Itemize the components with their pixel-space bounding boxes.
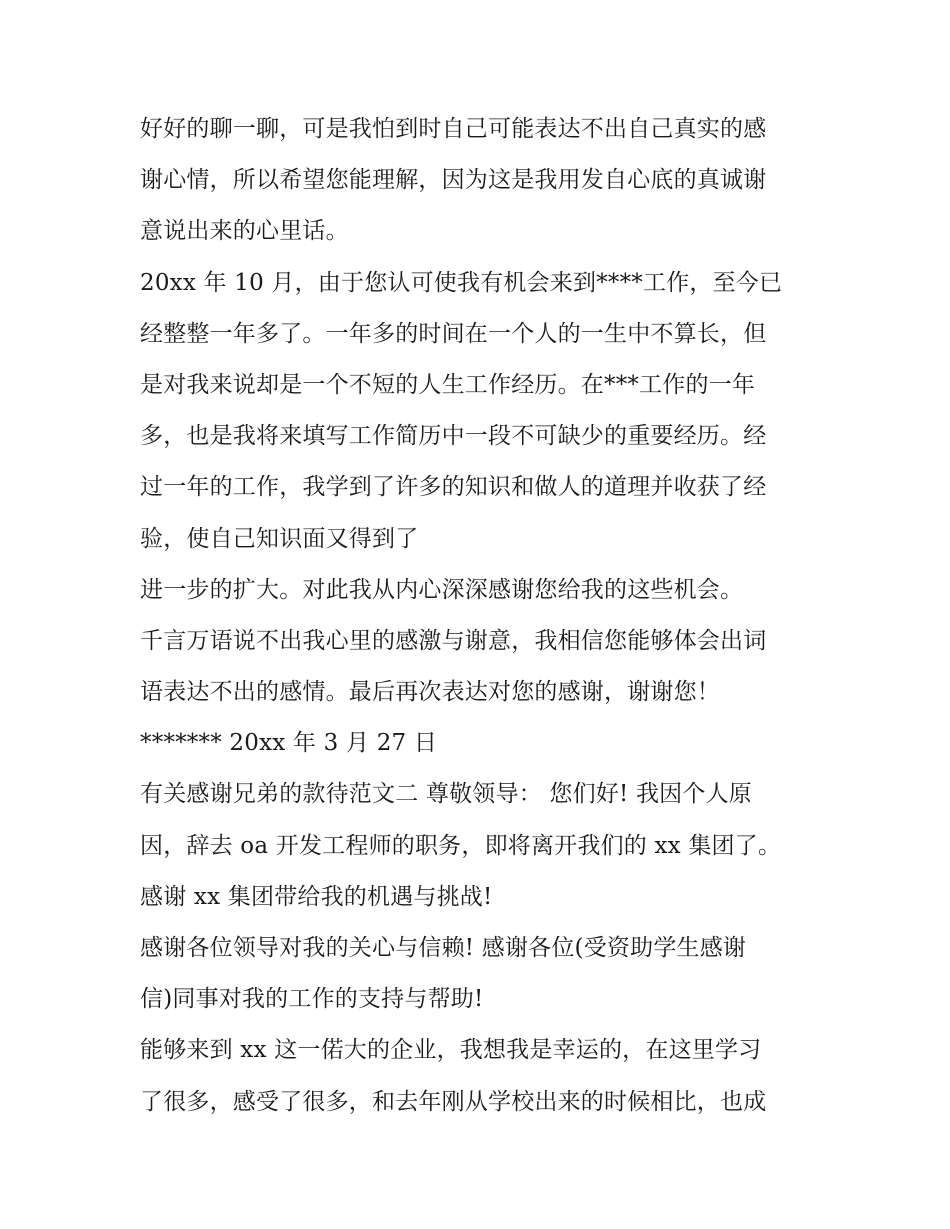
text-line: 信)同事对我的工作的支持与帮助! — [140, 986, 484, 1013]
document-body — [140, 104, 820, 1128]
text-line: 千言万语说不出我心里的感激与谢意，我相信您能够体会出词 — [140, 627, 767, 654]
text-line: 意说出来的心里话。 — [140, 218, 349, 245]
text-line: 过一年的工作，我学到了许多的知识和做人的道理并收获了经 — [140, 474, 767, 501]
text-line: 验，使自己知识面又得到了 — [140, 525, 419, 552]
text-line: 20xx 年 10 月，由于您认可使我有机会来到****工作，至今已 — [140, 269, 783, 296]
text-line: 感谢各位领导对我的关心与信赖! 感谢各位(受资助学生感谢 — [140, 935, 747, 961]
text-line: 因，辞去 oa 开发工程师的职务，即将离开我们的 xx 集团了。 — [140, 832, 782, 859]
text-line: 感谢 xx 集团带给我的机遇与挑战! — [140, 883, 493, 910]
text-line: 语表达不出的感情。最后再次表达对您的感谢，谢谢您！ — [140, 679, 720, 706]
signature-date-line: ******* 20xx 年 3 月 27 日 — [140, 730, 438, 757]
text-line: 经整整一年多了。一年多的时间在一个人的一生中不算长，但 — [140, 320, 767, 347]
text-line: 多，也是我将来填写工作简历中一段不可缺少的重要经历。经 — [140, 423, 767, 450]
text-line: 能够来到 xx 这一偌大的企业，我想我是幸运的，在这里学习 — [140, 1037, 762, 1064]
text-line: 有关感谢兄弟的款待范文二 尊敬领导： 您们好! 我因个人原 — [140, 781, 752, 808]
text-line: 了很多，感受了很多，和去年刚从学校出来的时候相比，也成 — [140, 1088, 767, 1115]
text-line: 好好的聊一聊，可是我怕到时自己可能表达不出自己真实的感 — [140, 116, 767, 142]
text-line: 是对我来说却是一个不短的人生工作经历。在***工作的一年 — [140, 371, 756, 398]
text-line: 谢心情，所以希望您能理解，因为这是我用发自心底的真诚谢 — [140, 167, 767, 194]
text-line: 进一步的扩大。对此我从内心深深感谢您给我的这些机会。 — [140, 576, 744, 603]
